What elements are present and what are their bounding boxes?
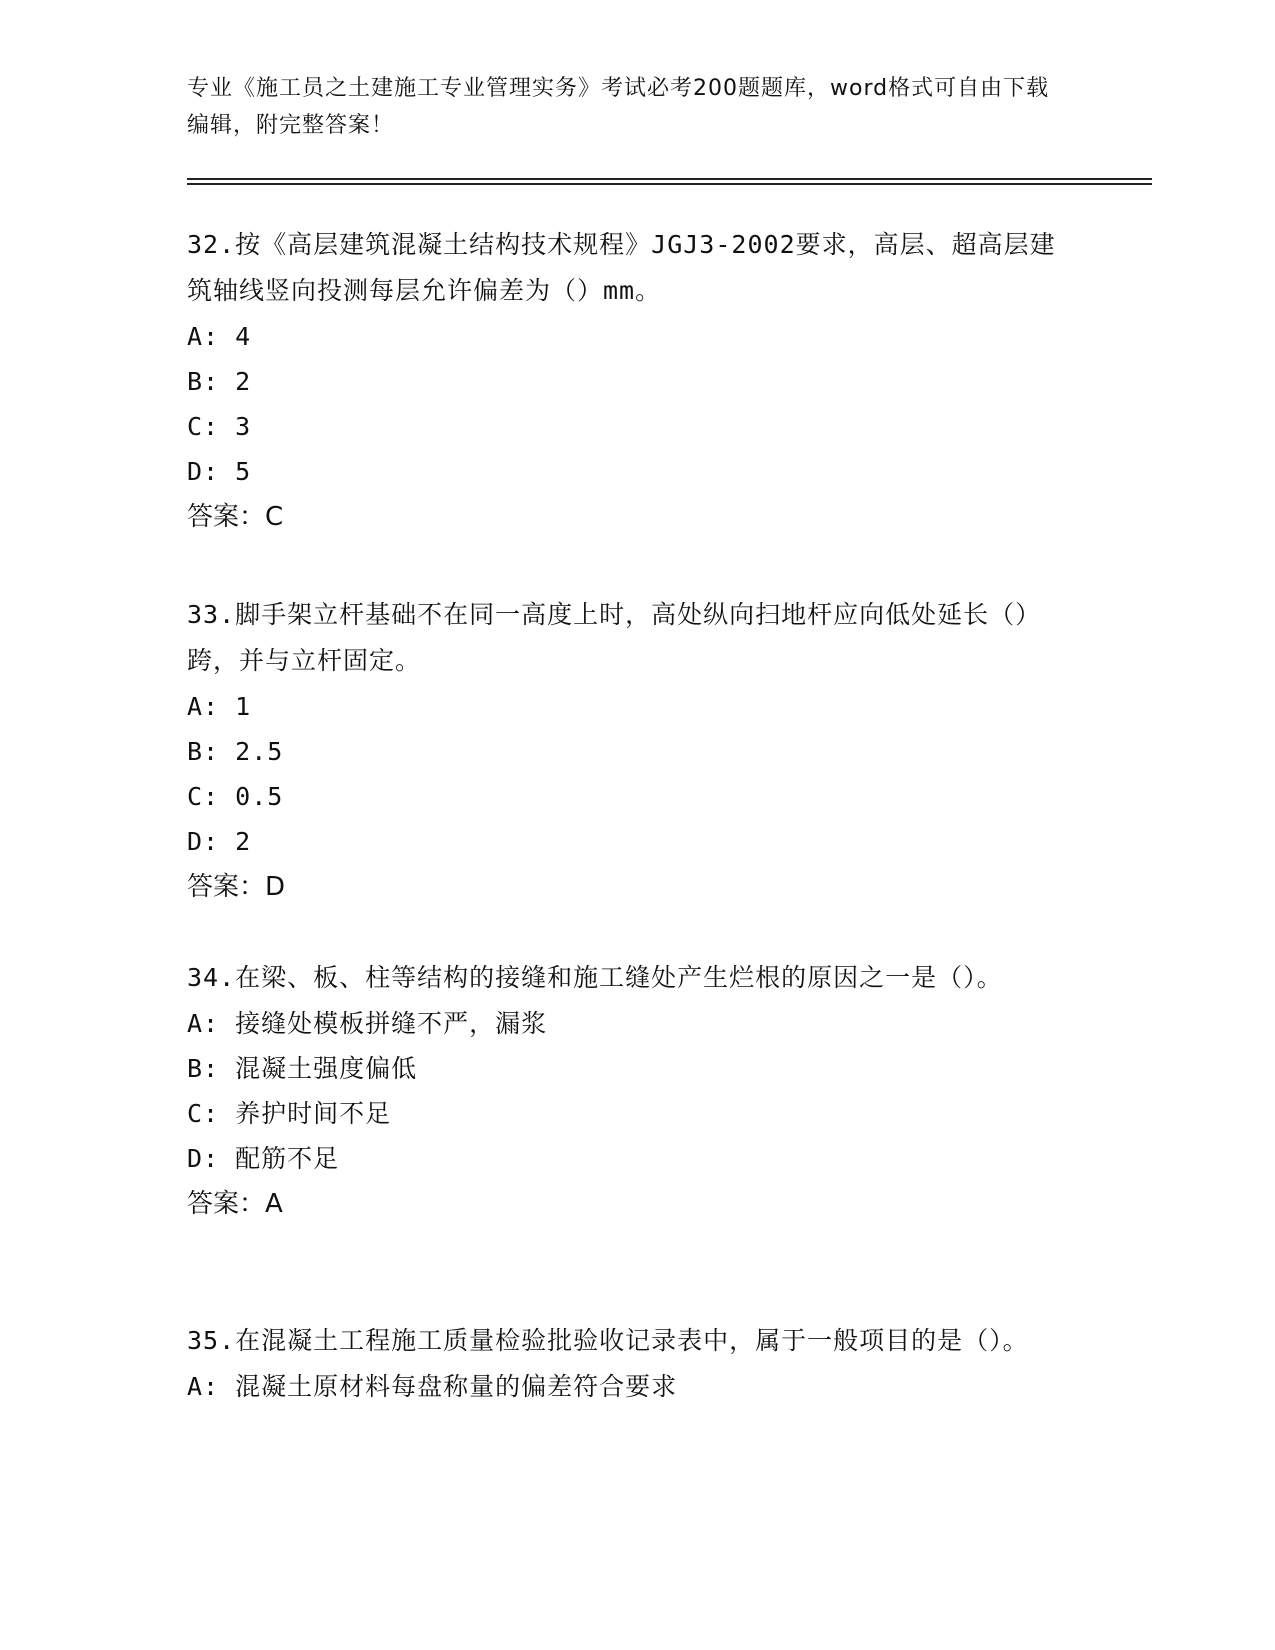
option-a: A: 混凝土原材料每盘称量的偏差符合要求	[187, 1372, 678, 1401]
option-b: B: 混凝土强度偏低	[187, 1054, 418, 1083]
header-divider-top	[187, 178, 1152, 180]
option-d: D: 配筋不足	[187, 1144, 340, 1173]
question-33	[187, 592, 1067, 910]
option-c: C: 3	[187, 412, 252, 441]
option-b: B: 2.5	[187, 737, 284, 766]
question-text: 32.按《高层建筑混凝土结构技术规程》JGJ3-2002要求，高层、超高层建筑轴线竖向投测每层允许偏差为（）mm。	[187, 230, 1056, 305]
answer-value: C	[265, 502, 284, 532]
option-d: D: 2	[187, 827, 252, 856]
answer-line	[187, 1181, 1067, 1227]
option-d: D: 5	[187, 457, 252, 486]
option-a: A: 1	[187, 692, 252, 721]
option-b: B: 2	[187, 367, 252, 396]
option-c: C: 0.5	[187, 782, 284, 811]
answer-line	[187, 494, 1067, 540]
document-header: 专业《施工员之土建施工专业管理实务》考试必考200题题库，word格式可自由下载编辑，附完整答案！	[187, 76, 1050, 138]
header-divider-bottom	[187, 183, 1152, 185]
answer-line	[187, 864, 1067, 910]
question-text: 33.脚手架立杆基础不在同一高度上时，高处纵向扫地杆应向低处延长（）跨，并与立杆固定。	[187, 600, 1042, 675]
answer-label: 答案：	[187, 872, 266, 902]
option-a: A: 4	[187, 322, 252, 351]
question-35	[187, 1318, 1067, 1409]
answer-value: D	[265, 872, 286, 902]
question-text: 35.在混凝土工程施工质量检验批验收记录表中，属于一般项目的是（）。	[187, 1326, 1029, 1355]
option-c: C: 养护时间不足	[187, 1099, 392, 1128]
answer-label: 答案：	[187, 1189, 266, 1219]
question-34	[187, 955, 1067, 1227]
answer-label: 答案：	[187, 502, 266, 532]
option-a: A: 接缝处模板拼缝不严，漏浆	[187, 1009, 548, 1038]
answer-value: A	[265, 1189, 283, 1219]
question-text: 34.在梁、板、柱等结构的接缝和施工缝处产生烂根的原因之一是（）。	[187, 963, 1003, 992]
question-32	[187, 222, 1067, 540]
